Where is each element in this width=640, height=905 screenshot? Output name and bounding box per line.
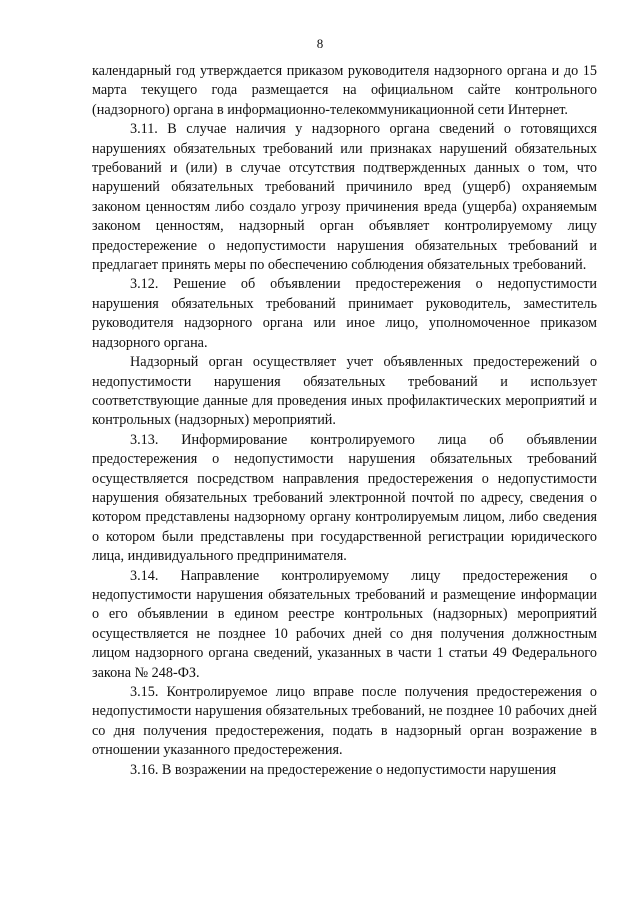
page-number: 8: [316, 36, 324, 51]
paragraph-3-11: 3.11. В случае наличия у надзорного органа сведений о готовящихся нарушениях обязательных требований или признаках нарушений обязательных требований и (или) в случае отсутствия подтвержденных данных о том, что нарушений обязательных требований причинило вред (ущерб) охраняемым законом ценностям либо создало угрозу причинения вреда (ущерба) охраняемым законом ценностям, надзорный орган объявляет контролируемому лицу предостережение о недопустимости нарушения обязательных требований и предлагает принять меры по обеспечению соблюдения обязательных требований.: [92, 121, 597, 274]
paragraph-3-12: 3.12. Решение об объявлении предостережения о недопустимости нарушения обязательных требований принимает руководитель, заместитель руководителя надзорного органа или иное лицо, уполномоченное приказом надзорного органа.: [92, 276, 597, 351]
page-body: [92, 62, 597, 780]
paragraph-3-12-accounting: Надзорный орган осуществляет учет объявленных предостережений о недопустимости нарушения обязательных требований и использует соответствующие данные для проведения иных профилактических мероприятий и контрольных (надзорных) мероприятий.: [92, 354, 597, 429]
paragraph-3-16: 3.16. В возражении на предостережение о недопустимости нарушения: [130, 761, 557, 778]
paragraph-3-13: 3.13. Информирование контролируемого лица об объявлении предостережения о недопустимости нарушения обязательных требований осуществляется посредством направления предостережения о недопустимости нарушения обязательных требований электронной почтой по адресу, сведения о котором представлены надзорному органу контролируемым лицом, либо сведения о котором были представлены при государственной регистрации юридического лица, индивидуального предпринимателя.: [92, 431, 597, 565]
paragraph-intro-continuation: календарный год утверждается приказом руководителя надзорного органа и до 15 марта текущего года размещается на официальном сайте контрольного (надзорного) органа в информационно-телекоммуникационной сети Интернет.: [92, 63, 597, 118]
paragraph-3-15: 3.15. Контролируемое лицо вправе после получения предостережения о недопустимости нарушения обязательных требований, не позднее 10 рабочих дней со дня получения предостережения, подать в надзорный орган возражение в отношении указанного предостережения.: [92, 684, 597, 759]
paragraph-3-14: 3.14. Направление контролируемому лицу предостережения о недопустимости нарушения обязательных требований и размещение информации о его объявлении в едином реестре контрольных (надзорных) мероприятий осуществляется не позднее 10 рабочих дней со дня получения должностным лицом надзорного органа сведений, указанных в части 1 статьи 49 Федерального закона № 248-ФЗ.: [92, 567, 597, 681]
